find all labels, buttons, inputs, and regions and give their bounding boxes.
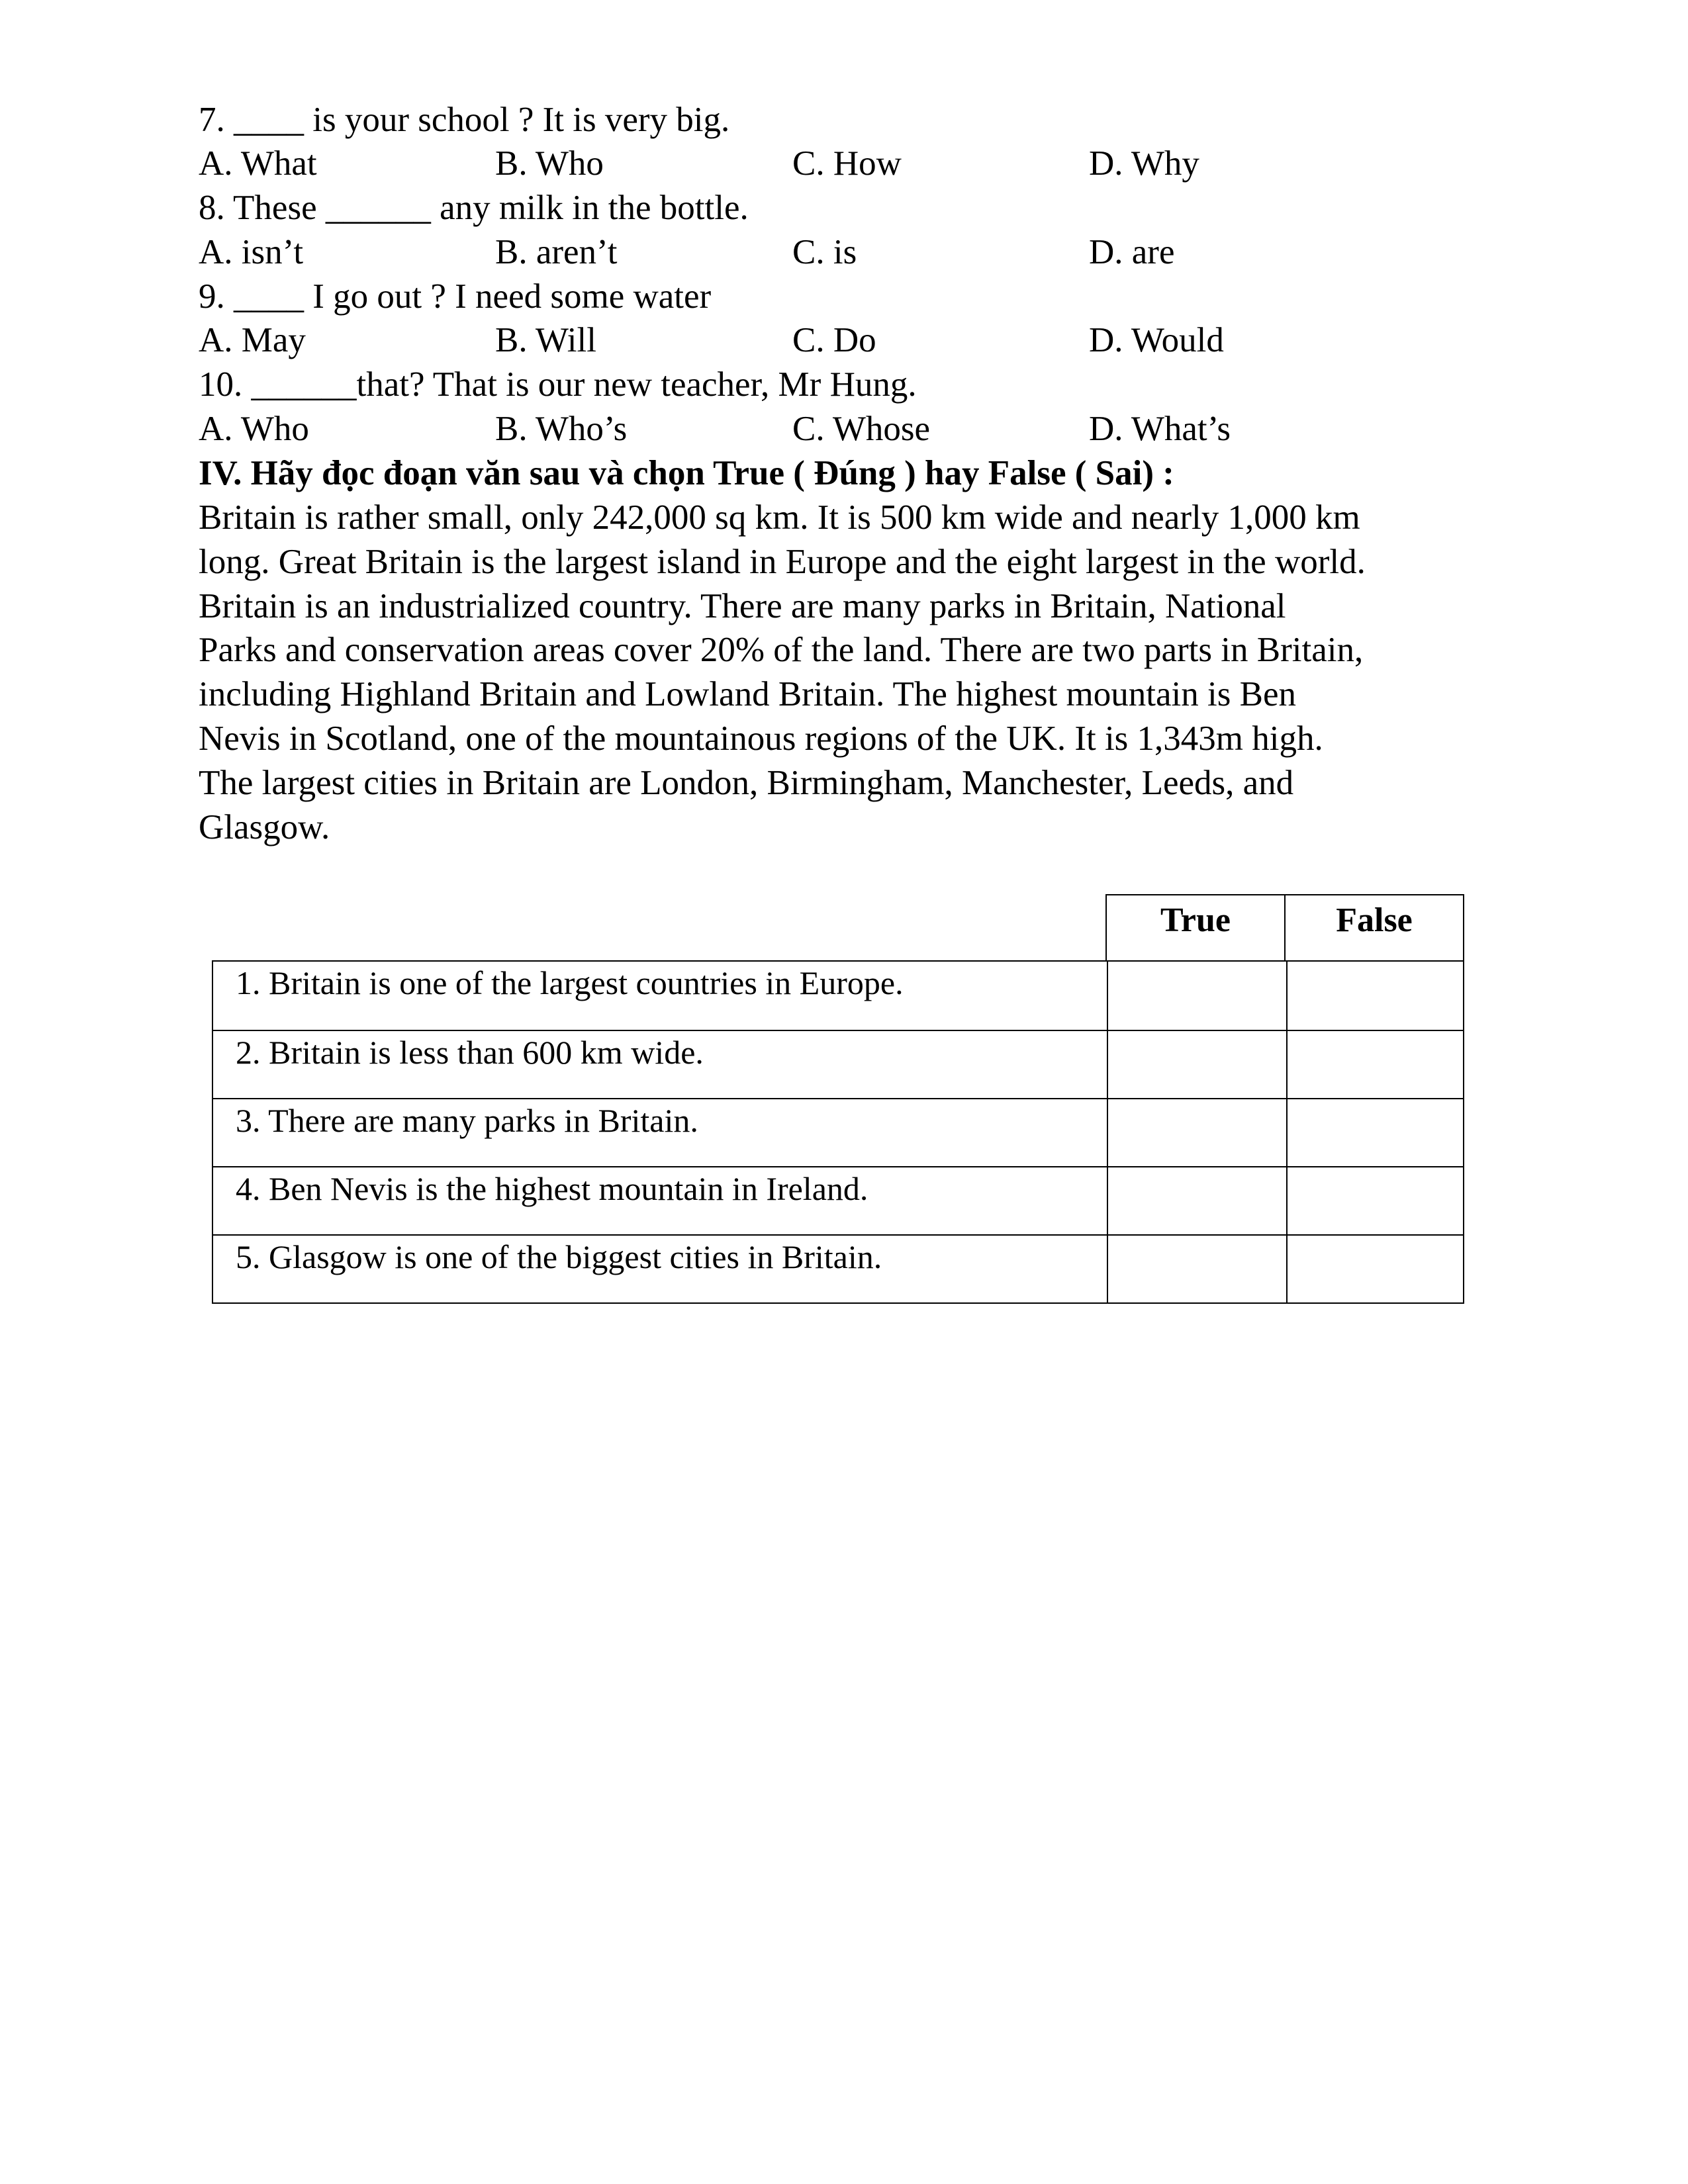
- statement-3: 3. There are many parks in Britain.: [236, 1102, 698, 1139]
- table-row: [213, 1234, 1463, 1302]
- answer-false-4[interactable]: [1286, 1167, 1463, 1234]
- question-10-option-a[interactable]: A. Who: [199, 410, 309, 448]
- true-false-table: [212, 960, 1464, 1304]
- question-10-option-c[interactable]: C. Whose: [792, 410, 931, 448]
- question-7-option-c[interactable]: C. How: [792, 144, 902, 183]
- answer-true-2[interactable]: [1107, 1031, 1286, 1098]
- answer-false-2[interactable]: [1286, 1031, 1463, 1098]
- question-7-option-a[interactable]: A. What: [199, 144, 317, 183]
- table-row: [213, 1030, 1463, 1098]
- passage-line: Nevis in Scotland, one of the mountainous regions of the UK. It is 1,343m high.: [199, 719, 1323, 758]
- table-row: [213, 1098, 1463, 1166]
- true-false-header: [1105, 894, 1464, 962]
- passage-line: Parks and conservation areas cover 20% of the land. There are two parts in Britain,: [199, 631, 1364, 669]
- question-10-stem: 10. ______that? That is our new teacher, Mr Hung.: [199, 365, 917, 404]
- statement-2: 2. Britain is less than 600 km wide.: [236, 1034, 704, 1071]
- question-8-option-c[interactable]: C. is: [792, 233, 857, 271]
- question-8-stem: 8. These ______ any milk in the bottle.: [199, 189, 749, 227]
- table-row: [213, 962, 1463, 1030]
- statement-4: 4. Ben Nevis is the highest mountain in Ireland.: [236, 1170, 868, 1207]
- answer-false-5[interactable]: [1286, 1236, 1463, 1302]
- question-8-option-a[interactable]: A. isn’t: [199, 233, 304, 271]
- answer-true-3[interactable]: [1107, 1099, 1286, 1166]
- statement-5: 5. Glasgow is one of the biggest cities in Britain.: [236, 1238, 882, 1275]
- question-9-option-a[interactable]: A. May: [199, 321, 306, 359]
- statement-1: 1. Britain is one of the largest countries in Europe.: [236, 964, 904, 1001]
- question-9-option-b[interactable]: B. Will: [495, 321, 596, 359]
- passage-line: Britain is an industrialized country. There are many parks in Britain, National: [199, 587, 1286, 625]
- question-8-option-d[interactable]: D. are: [1089, 233, 1175, 271]
- passage-line: The largest cities in Britain are London, Birmingham, Manchester, Leeds, and: [199, 764, 1294, 802]
- header-true: True: [1160, 901, 1231, 939]
- passage-line: Britain is rather small, only 242,000 sq km. It is 500 km wide and nearly 1,000 km: [199, 498, 1360, 537]
- question-10-option-d[interactable]: D. What’s: [1089, 410, 1231, 448]
- question-9-option-d[interactable]: D. Would: [1089, 321, 1224, 359]
- question-9-option-c[interactable]: C. Do: [792, 321, 876, 359]
- answer-false-1[interactable]: [1286, 962, 1463, 1030]
- header-false: False: [1284, 895, 1463, 960]
- section-heading: IV. Hãy đọc đoạn văn sau và chọn True ( Đúng ) hay False ( Sai) :: [199, 454, 1174, 492]
- question-7-option-b[interactable]: B. Who: [495, 144, 604, 183]
- question-7-option-d[interactable]: D. Why: [1089, 144, 1199, 183]
- answer-false-3[interactable]: [1286, 1099, 1463, 1166]
- question-9-stem: 9. ____ I go out ? I need some water: [199, 277, 712, 316]
- question-7-stem: 7. ____ is your school ? It is very big.: [199, 101, 730, 139]
- question-10-option-b[interactable]: B. Who’s: [495, 410, 628, 448]
- passage-line: Glasgow.: [199, 808, 330, 846]
- answer-true-5[interactable]: [1107, 1236, 1286, 1302]
- passage-line: including Highland Britain and Lowland Britain. The highest mountain is Ben: [199, 675, 1296, 713]
- answer-true-1[interactable]: [1107, 962, 1286, 1030]
- passage-line: long. Great Britain is the largest island in Europe and the eight largest in the world.: [199, 543, 1366, 581]
- question-8-option-b[interactable]: B. aren’t: [495, 233, 618, 271]
- table-row: [213, 1166, 1463, 1234]
- answer-true-4[interactable]: [1107, 1167, 1286, 1234]
